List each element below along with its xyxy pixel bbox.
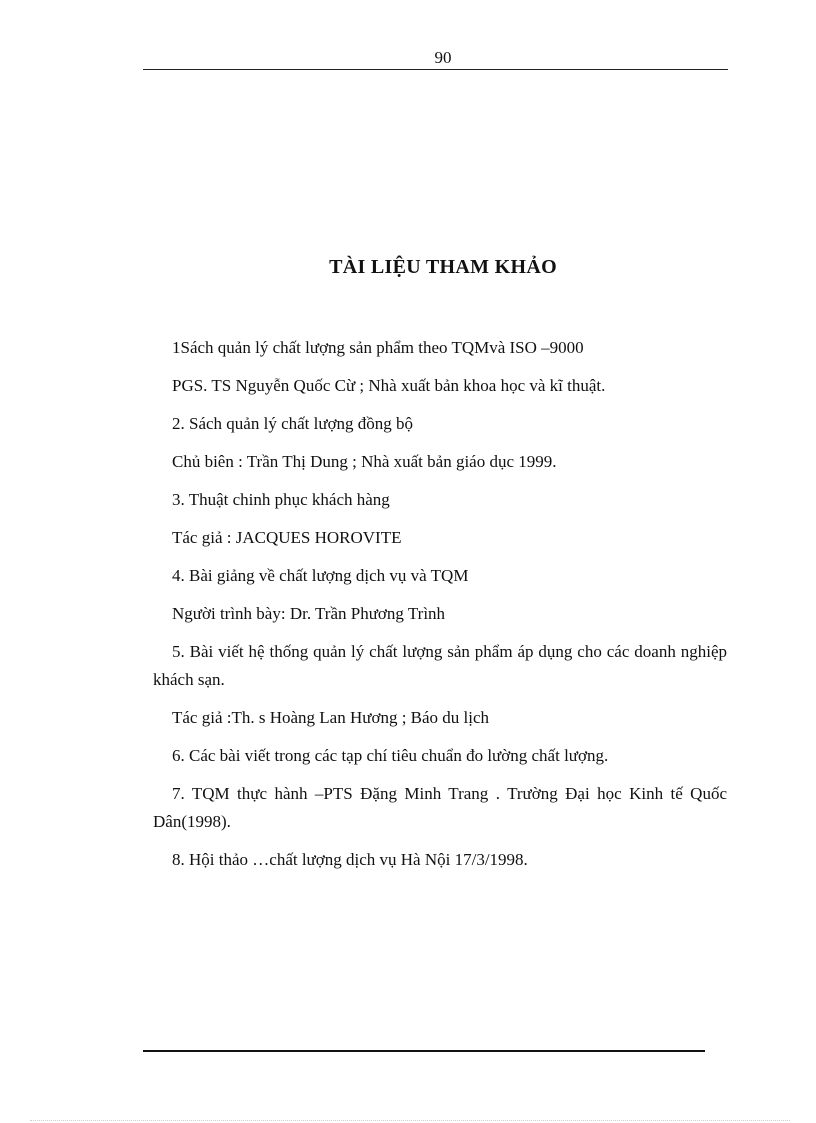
reference-line: Tác giả : JACQUES HOROVITE bbox=[172, 528, 402, 547]
page-number: 90 bbox=[434, 48, 452, 67]
reference-line: PGS. TS Nguyễn Quốc Cừ ; Nhà xuất bản khoa học và kĩ thuật. bbox=[172, 376, 606, 395]
reference-line: 8. Hội thảo …chất lượng dịch vụ Hà Nội 17/3/1998. bbox=[172, 850, 528, 869]
reference-line: 3. Thuật chinh phục khách hàng bbox=[172, 490, 390, 509]
header-rule bbox=[143, 69, 728, 70]
reference-list bbox=[153, 334, 727, 884]
reference-line: 6. Các bài viết trong các tạp chí tiêu chuẩn đo lường chất lượng. bbox=[172, 746, 609, 765]
reference-line: Tác giả :Th. s Hoàng Lan Hương ; Báo du lịch bbox=[172, 708, 490, 727]
page-title: TÀI LIỆU THAM KHẢO bbox=[329, 256, 557, 278]
reference-line: Chủ biên : Trần Thị Dung ; Nhà xuất bản giáo dục 1999. bbox=[172, 452, 557, 471]
reference-line: 7. TQM thực hành –PTS Đặng Minh Trang . Trường Đại học Kinh tế Quốc Dân(1998). bbox=[153, 784, 727, 831]
reference-line: 5. Bài viết hệ thống quản lý chất lượng sản phẩm áp dụng cho các doanh nghiệp khách sạn. bbox=[153, 642, 727, 689]
reference-line: Người trình bày: Dr. Trần Phương Trình bbox=[172, 604, 446, 623]
bottom-dotted-border bbox=[30, 1120, 790, 1121]
reference-line: 2. Sách quản lý chất lượng đồng bộ bbox=[172, 414, 414, 433]
reference-line: 1Sách quản lý chất lượng sản phẩm theo TQMvà ISO –9000 bbox=[172, 338, 584, 357]
footer-rule bbox=[143, 1050, 705, 1052]
reference-line: 4. Bài giảng về chất lượng dịch vụ và TQM bbox=[172, 566, 469, 585]
